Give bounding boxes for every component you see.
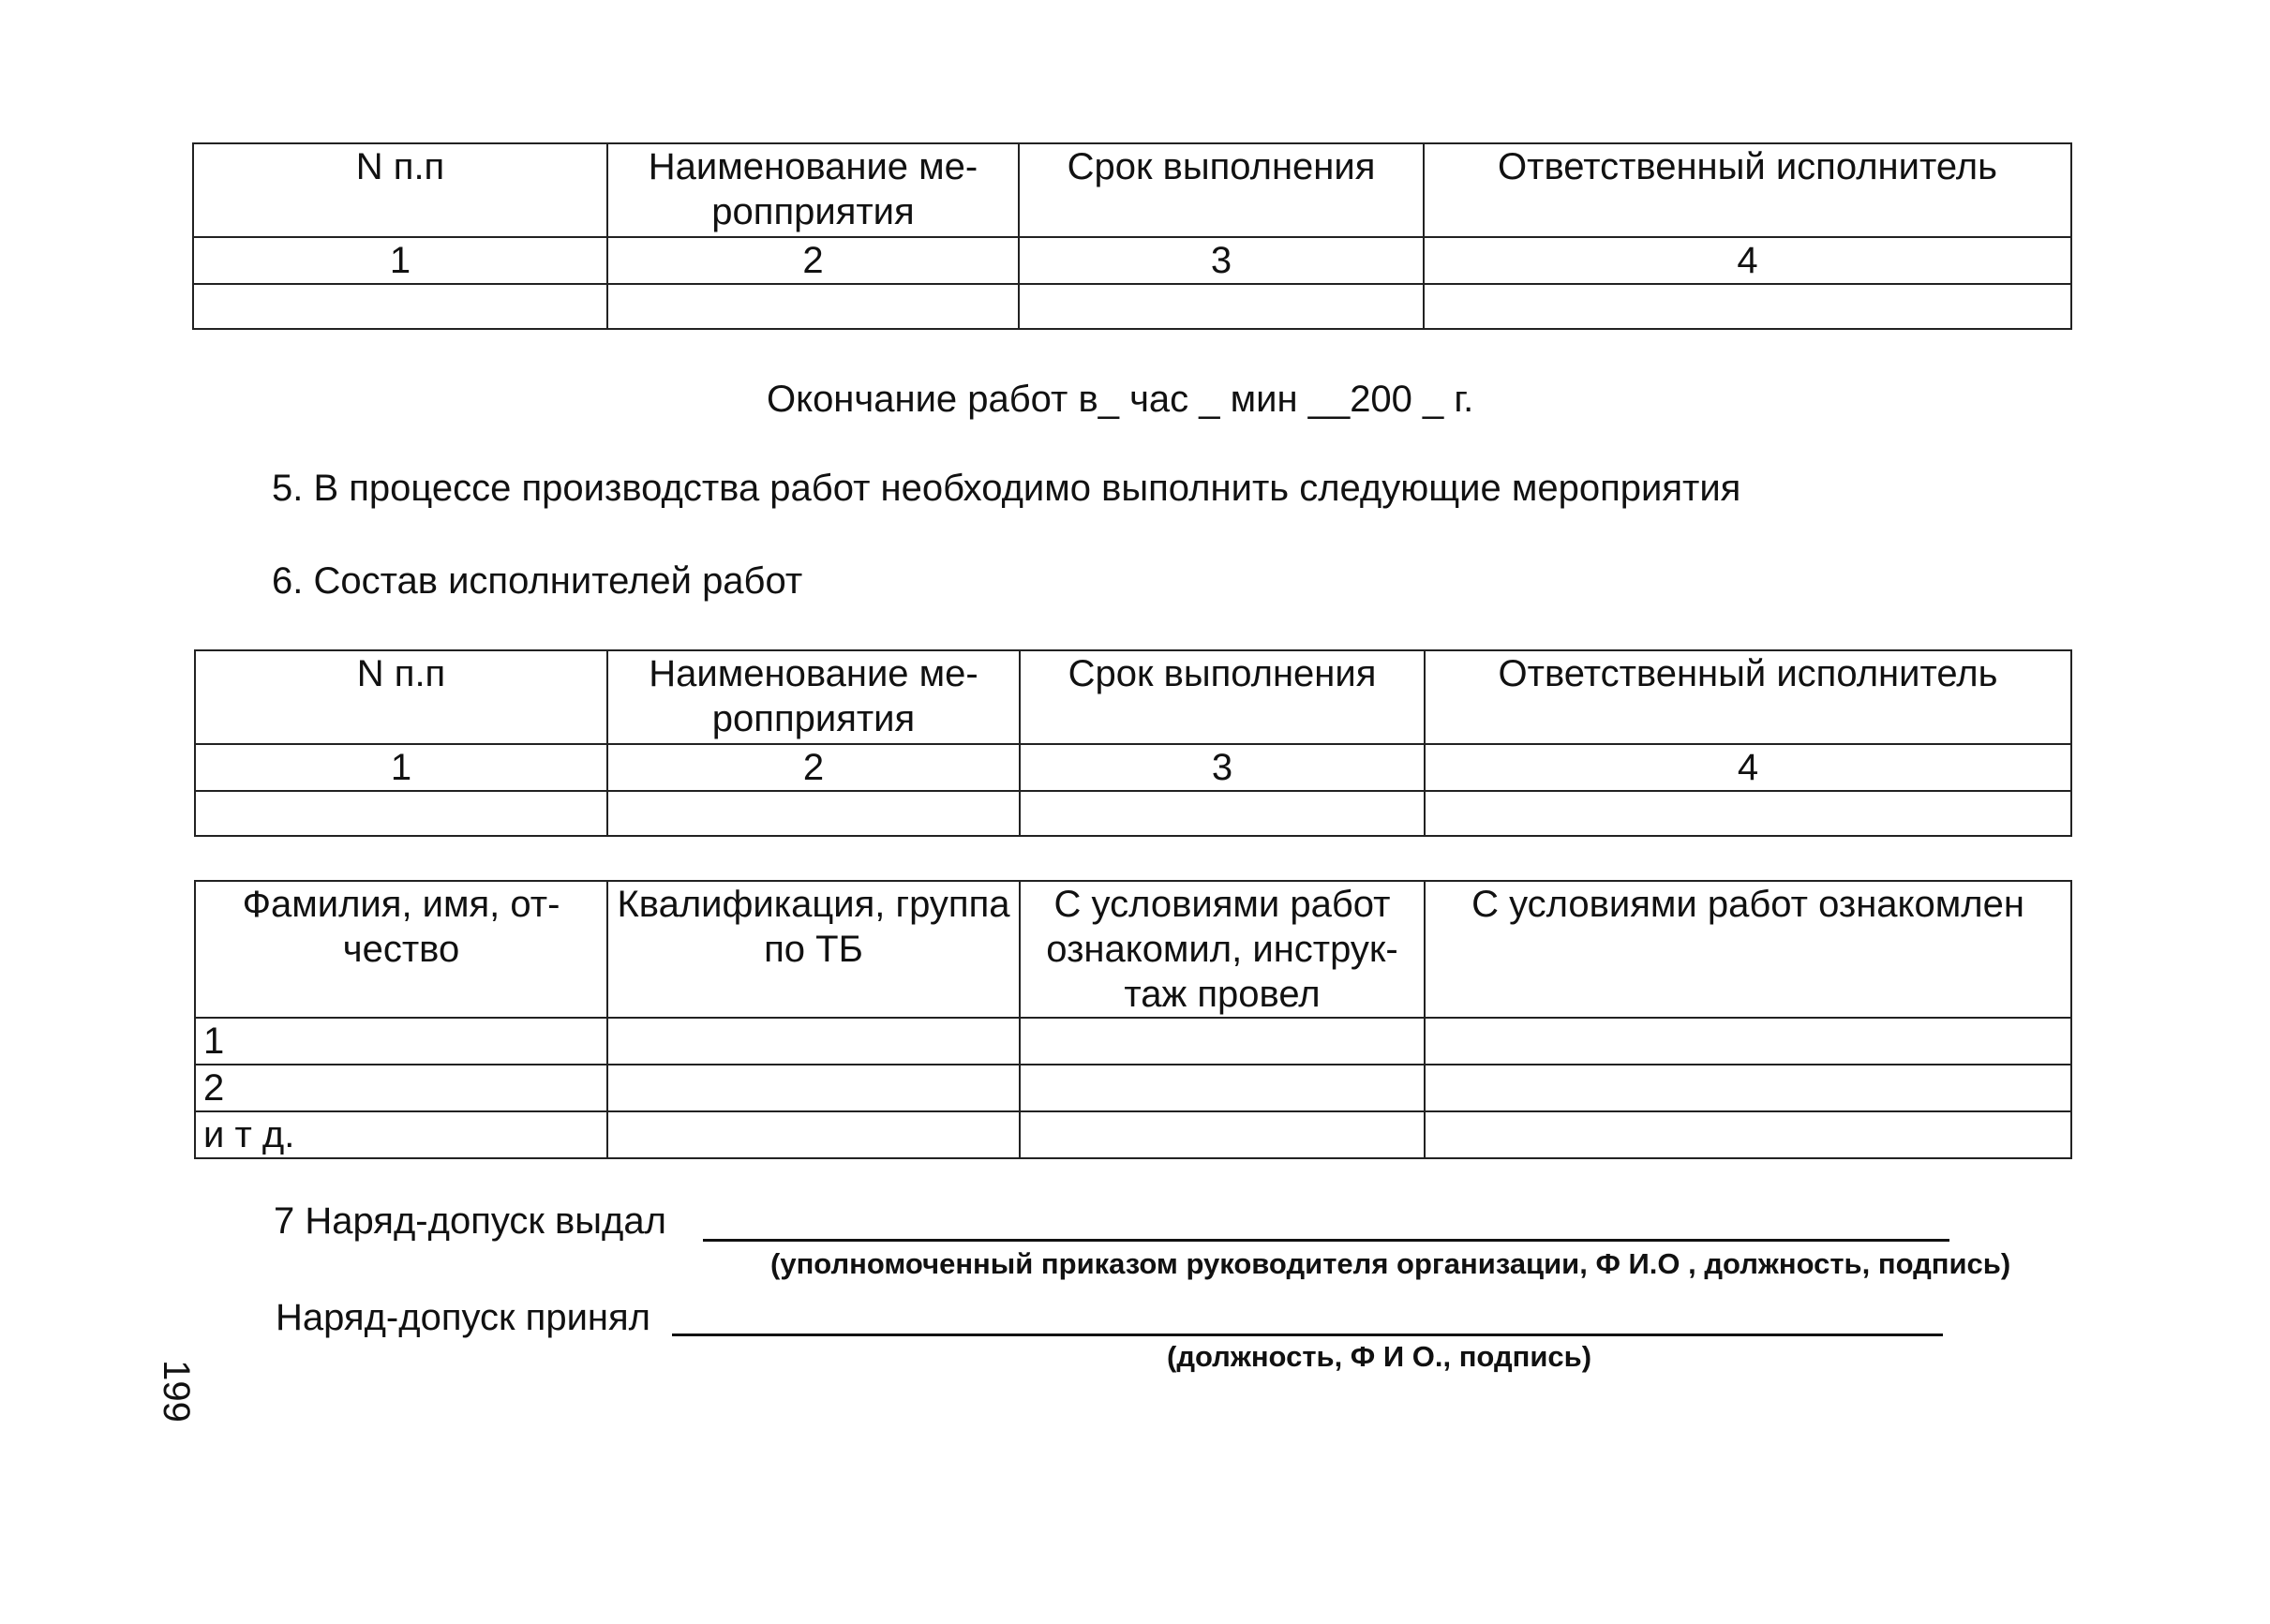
empty-cell xyxy=(1020,1111,1425,1158)
row-label: и т д. xyxy=(195,1111,607,1158)
section-6-heading: 6. Состав исполнителей работ xyxy=(272,560,803,602)
measures-table-top xyxy=(192,142,2072,330)
column-number: 4 xyxy=(1425,744,2071,791)
empty-cell xyxy=(1020,1018,1425,1065)
header-measure-name: Наименование ме-ропприятия xyxy=(607,650,1020,744)
empty-cell xyxy=(1425,791,2071,836)
header-briefing-received: С условиями работ ознакомлен xyxy=(1425,881,2071,1018)
header-deadline: Срок выполнения xyxy=(1019,143,1424,237)
empty-cell xyxy=(193,284,607,329)
end-of-work-line: Окончание работ в_ час _ мин __200 _ г. xyxy=(767,379,1474,420)
header-briefing-given: С условиями работ ознакомил, инструк-таж провел xyxy=(1020,881,1425,1018)
row-label: 2 xyxy=(195,1065,607,1111)
measures-table-bottom xyxy=(194,649,2072,837)
table-row xyxy=(195,1111,2071,1158)
column-number: 4 xyxy=(1424,237,2071,284)
accepted-by-signature-line xyxy=(672,1333,1943,1336)
accepted-by-caption: (должность, Ф И О., подпись) xyxy=(1167,1340,1592,1373)
section-5-heading: 5. В процессе производства работ необходимо выполнить следующие мероприятия xyxy=(272,468,1741,509)
column-number: 2 xyxy=(607,237,1019,284)
empty-cell xyxy=(1424,284,2071,329)
empty-cell xyxy=(607,1018,1020,1065)
empty-cell xyxy=(1425,1018,2071,1065)
header-measure-name: Наименование ме-ропприятия xyxy=(607,143,1019,237)
table-row xyxy=(195,1018,2071,1065)
empty-cell xyxy=(1425,1111,2071,1158)
column-number: 3 xyxy=(1019,237,1424,284)
table-row xyxy=(195,1065,2071,1111)
page-number: 199 xyxy=(155,1360,197,1423)
column-number: 1 xyxy=(195,744,607,791)
column-number: 1 xyxy=(193,237,607,284)
issued-by-label: 7 Наряд-допуск выдал xyxy=(274,1200,666,1242)
empty-cell xyxy=(1425,1065,2071,1111)
empty-cell xyxy=(195,791,607,836)
empty-cell xyxy=(1019,284,1424,329)
issued-by-caption: (уполномоченный приказом руководителя организации, Ф И.О , должность, подпись) xyxy=(770,1247,2011,1280)
row-label: 1 xyxy=(195,1018,607,1065)
header-number: N п.п xyxy=(195,650,607,744)
empty-cell xyxy=(607,1065,1020,1111)
accepted-by-label: Наряд-допуск принял xyxy=(276,1297,650,1338)
column-number: 3 xyxy=(1020,744,1425,791)
executors-table xyxy=(194,880,2072,1159)
issued-by-signature-line xyxy=(703,1239,1949,1242)
header-full-name: Фамилия, имя, от-чество xyxy=(195,881,607,1018)
empty-cell xyxy=(607,284,1019,329)
header-qualification: Квалификация, группа по ТБ xyxy=(607,881,1020,1018)
empty-cell xyxy=(1020,791,1425,836)
header-responsible: Ответственный исполнитель xyxy=(1424,143,2071,237)
empty-cell xyxy=(1020,1065,1425,1111)
header-number: N п.п xyxy=(193,143,607,237)
header-responsible: Ответственный исполнитель xyxy=(1425,650,2071,744)
empty-cell xyxy=(607,1111,1020,1158)
column-number: 2 xyxy=(607,744,1020,791)
empty-cell xyxy=(607,791,1020,836)
header-deadline: Срок выполнения xyxy=(1020,650,1425,744)
